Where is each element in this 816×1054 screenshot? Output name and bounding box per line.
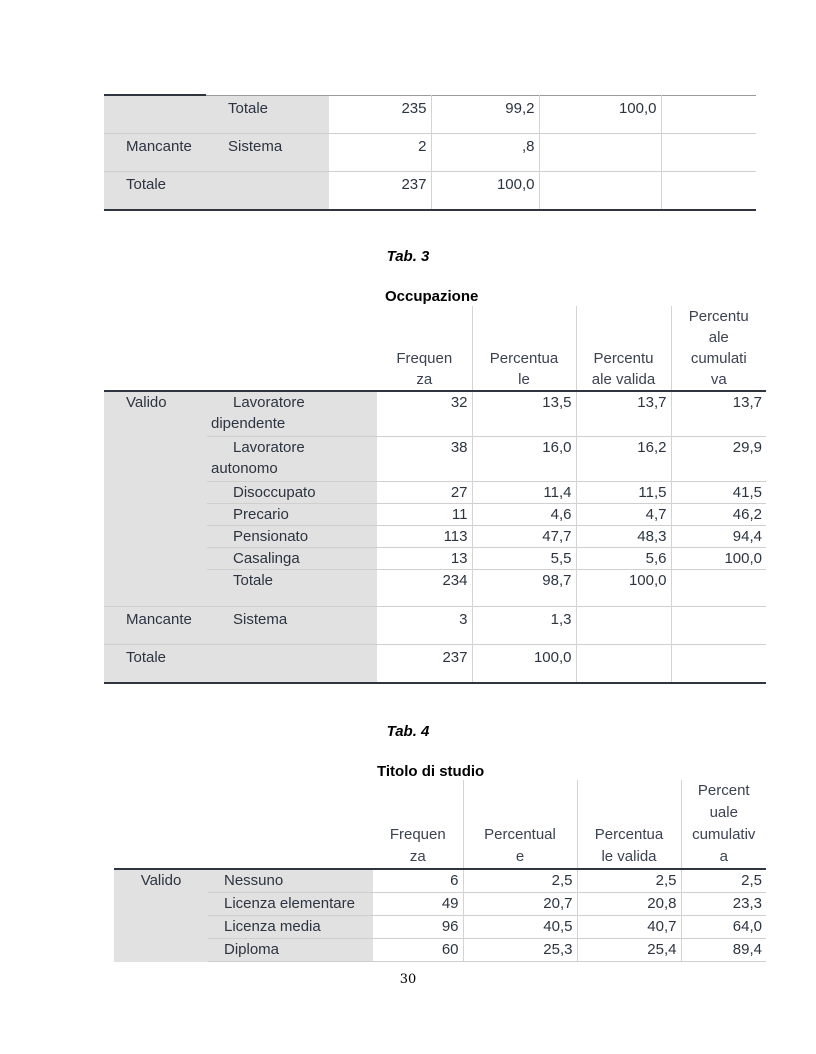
cumulative-percent-cell: 46,2 bbox=[671, 504, 766, 526]
row-label: Licenza elementare bbox=[208, 893, 373, 916]
table-row bbox=[114, 869, 766, 893]
valid-percent-cell: 20,8 bbox=[577, 893, 681, 916]
row-label: Casalinga bbox=[207, 548, 377, 570]
percent-cell: 47,7 bbox=[472, 526, 576, 548]
valid-percent-cell bbox=[576, 645, 671, 684]
valid-percent-cell bbox=[539, 172, 661, 211]
frequency-cell: 3 bbox=[377, 607, 472, 645]
row-label: Sistema bbox=[206, 134, 329, 172]
row-label: Nessuno bbox=[208, 869, 373, 893]
row-label: Lavoratore autonomo bbox=[207, 437, 377, 482]
table-row bbox=[114, 916, 766, 939]
percent-cell: 13,5 bbox=[472, 391, 576, 437]
cumulative-percent-cell: 94,4 bbox=[671, 526, 766, 548]
cumulative-percent-cell bbox=[661, 172, 756, 211]
row-label: Totale bbox=[206, 95, 329, 134]
header-empty bbox=[208, 780, 373, 869]
valid-percent-cell bbox=[539, 134, 661, 172]
tab3-caption: Tab. 3 bbox=[386, 248, 430, 265]
frequency-cell: 96 bbox=[373, 916, 463, 939]
frequency-cell: 235 bbox=[401, 99, 427, 117]
percent-cell: 25,3 bbox=[463, 939, 577, 962]
tab3-title: Occupazione bbox=[385, 288, 479, 305]
header-row bbox=[104, 306, 766, 391]
education-table bbox=[114, 780, 766, 962]
frequency-cell: 60 bbox=[373, 939, 463, 962]
valid-percent-cell: 13,7 bbox=[576, 391, 671, 437]
header-percent: Percentua le bbox=[472, 306, 576, 391]
valid-percent-cell: 100,0 bbox=[539, 95, 661, 134]
frequency-cell: 32 bbox=[377, 391, 472, 437]
frequency-cell: 2 bbox=[329, 134, 431, 172]
valid-percent-cell: 16,2 bbox=[576, 437, 671, 482]
table-row bbox=[114, 893, 766, 916]
cumulative-percent-cell bbox=[671, 607, 766, 645]
tab4-caption: Tab. 4 bbox=[386, 723, 430, 740]
previous-table-fragment bbox=[104, 94, 756, 211]
frequency-cell: 38 bbox=[377, 437, 472, 482]
header-empty bbox=[114, 780, 208, 869]
row-label: Disoccupato bbox=[207, 482, 377, 504]
percent-cell: 2,5 bbox=[463, 869, 577, 893]
header-row bbox=[114, 780, 766, 869]
percent-cell: 98,7 bbox=[472, 570, 576, 607]
group-label-total: Totale bbox=[104, 645, 207, 684]
row-group-cell bbox=[104, 95, 206, 134]
cumulative-percent-cell: 100,0 bbox=[671, 548, 766, 570]
valid-percent-cell: 4,7 bbox=[576, 504, 671, 526]
header-frequency: Frequen za bbox=[389, 826, 446, 865]
percent-cell: 1,3 bbox=[472, 607, 576, 645]
group-label-valid: Valido bbox=[114, 869, 208, 962]
percent-cell: 40,5 bbox=[463, 916, 577, 939]
header-empty bbox=[104, 306, 207, 391]
percent-cell: 20,7 bbox=[463, 893, 577, 916]
valid-percent-cell: 48,3 bbox=[576, 526, 671, 548]
table-row bbox=[104, 645, 766, 684]
percent-cell: 11,4 bbox=[472, 482, 576, 504]
frequency-cell: 237 bbox=[377, 645, 472, 684]
row-label: Totale bbox=[207, 570, 377, 607]
frequency-cell: 49 bbox=[373, 893, 463, 916]
percent-cell: 99,2 bbox=[431, 95, 539, 134]
valid-percent-cell: 100,0 bbox=[576, 570, 671, 607]
row-label: Licenza media bbox=[208, 916, 373, 939]
row-label bbox=[207, 645, 377, 684]
frequency-cell: 27 bbox=[377, 482, 472, 504]
frequency-cell: 237 bbox=[329, 172, 431, 211]
cumulative-percent-cell: 41,5 bbox=[671, 482, 766, 504]
group-label-missing: Mancante bbox=[104, 607, 207, 645]
group-label-valid: Valido bbox=[104, 391, 207, 607]
tab4-title: Titolo di studio bbox=[377, 763, 485, 780]
valid-percent-cell: 25,4 bbox=[577, 939, 681, 962]
valid-percent-cell: 40,7 bbox=[577, 916, 681, 939]
table-row bbox=[104, 134, 756, 172]
table-row bbox=[114, 939, 766, 962]
percent-cell: 5,5 bbox=[472, 548, 576, 570]
cumulative-percent-cell: 29,9 bbox=[671, 437, 766, 482]
row-label: Sistema bbox=[207, 607, 377, 645]
row-group-cell: Mancante bbox=[104, 134, 206, 172]
cumulative-percent-cell bbox=[661, 134, 756, 172]
header-valid-percent: Percentu ale valida bbox=[576, 306, 671, 391]
cumulative-percent-cell: 23,3 bbox=[681, 893, 766, 916]
table-row bbox=[104, 172, 756, 211]
table-row bbox=[104, 607, 766, 645]
cumulative-percent-cell: 64,0 bbox=[681, 916, 766, 939]
percent-cell: 100,0 bbox=[472, 645, 576, 684]
frequency-cell: 6 bbox=[373, 869, 463, 893]
header-cumulative-percent: Percent uale cumulativ a bbox=[681, 780, 766, 869]
valid-percent-cell bbox=[576, 607, 671, 645]
cumulative-percent-cell bbox=[661, 95, 756, 134]
row-label: Precario bbox=[207, 504, 377, 526]
cumulative-percent-cell: 13,7 bbox=[671, 391, 766, 437]
frequency-cell: 234 bbox=[377, 570, 472, 607]
occupation-table bbox=[104, 306, 766, 684]
cumulative-percent-cell bbox=[671, 645, 766, 684]
percent-cell: 4,6 bbox=[472, 504, 576, 526]
header-frequency: Frequen za bbox=[396, 350, 453, 388]
table-row bbox=[104, 95, 756, 134]
row-label: Lavoratore dipendente bbox=[207, 391, 377, 437]
row-label bbox=[206, 172, 329, 211]
percent-cell: 100,0 bbox=[431, 172, 539, 211]
percent-cell: ,8 bbox=[431, 134, 539, 172]
percent-cell: 16,0 bbox=[472, 437, 576, 482]
frequency-cell: 13 bbox=[377, 548, 472, 570]
cumulative-percent-cell: 2,5 bbox=[681, 869, 766, 893]
header-empty bbox=[207, 306, 377, 391]
cumulative-percent-cell bbox=[671, 570, 766, 607]
row-group-cell: Totale bbox=[104, 172, 206, 211]
valid-percent-cell: 2,5 bbox=[577, 869, 681, 893]
valid-percent-cell: 5,6 bbox=[576, 548, 671, 570]
header-cumulative-percent: Percentu ale cumulati va bbox=[671, 306, 766, 391]
frequency-cell: 11 bbox=[377, 504, 472, 526]
cumulative-percent-cell: 89,4 bbox=[681, 939, 766, 962]
table-row bbox=[104, 391, 766, 437]
header-valid-percent: Percentua le valida bbox=[577, 780, 681, 869]
header-percent: Percentual e bbox=[463, 780, 577, 869]
page-number: 30 bbox=[399, 972, 417, 987]
frequency-cell: 113 bbox=[377, 526, 472, 548]
row-label: Pensionato bbox=[207, 526, 377, 548]
valid-percent-cell: 11,5 bbox=[576, 482, 671, 504]
row-label: Diploma bbox=[208, 939, 373, 962]
